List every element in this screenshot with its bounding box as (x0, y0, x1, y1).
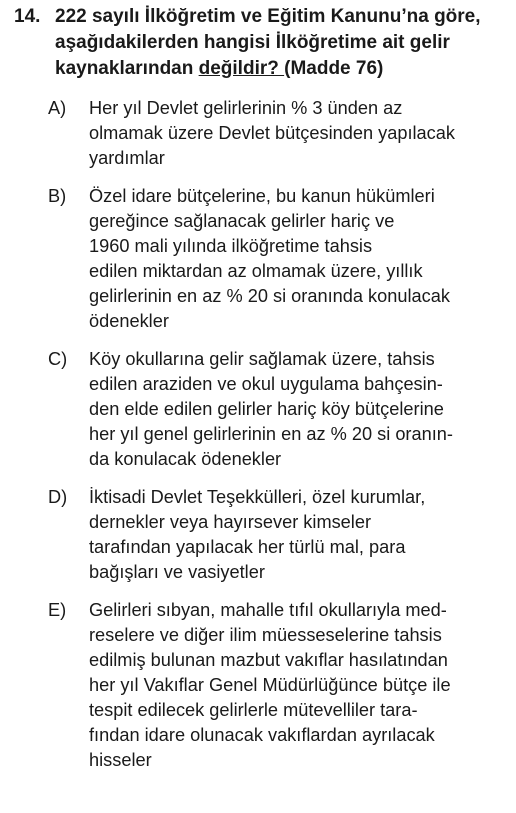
option-text-line: dernekler veya hayırsever kimseler (89, 512, 372, 532)
option-text-line: bağışları ve vasiyetler (89, 562, 265, 582)
option-letter: A) (48, 98, 67, 118)
option-text-line: Gelirleri sıbyan, mahalle tıfıl okullarıyla med- (89, 600, 447, 620)
question-block (14, 4, 510, 786)
option-text-line: Her yıl Devlet gelirlerinin % 3 ünden az (89, 98, 403, 118)
option-text-line: yardımlar (89, 148, 165, 168)
option-text-line: den elde edilen gelirler hariç köy bütçelerine (89, 399, 444, 419)
option-text (89, 485, 510, 585)
question-stem (14, 4, 510, 82)
option-text (89, 184, 510, 334)
option-text-line: Köy okullarına gelir sağlamak üzere, tahsis (89, 349, 435, 369)
option-text-line: tarafından yapılacak her türlü mal, para (89, 537, 406, 557)
option-text-line: da konulacak ödenekler (89, 449, 282, 469)
option-letter: E) (48, 600, 67, 620)
answer-option-e[interactable] (14, 598, 510, 773)
question-article-reference: (Madde 76) (284, 58, 384, 79)
question-text (55, 4, 510, 82)
option-text-line: hisseler (89, 750, 152, 770)
option-text-line: tespit edilecek gelirlerle mütevelliler tara- (89, 700, 418, 720)
option-text-line: 1960 mali yılında ilköğretime tahsis (89, 236, 373, 256)
option-letter: B) (48, 186, 67, 206)
answer-options (14, 96, 510, 773)
option-text-line: olmamak üzere Devlet bütçesinden yapılacak (89, 123, 455, 143)
option-text-line: fından idare olunacak vakıflardan ayrılacak (89, 725, 435, 745)
option-letter: D) (48, 487, 68, 507)
option-text-line: gelirlerinin en az % 20 si oranında konulacak (89, 286, 450, 306)
question-number: 14. (14, 6, 41, 27)
option-text-line: Özel idare bütçelerine, bu kanun hükümleri (89, 186, 435, 206)
option-text (89, 347, 510, 472)
option-text-line: edilen araziden ve okul uygulama bahçesin- (89, 374, 443, 394)
option-text-line: edilen miktardan az olmamak üzere, yıllık (89, 261, 423, 281)
answer-option-a[interactable] (14, 96, 510, 171)
option-text-line: ödenekler (89, 311, 169, 331)
option-text-line: edilmiş bulunan mazbut vakıflar hasılatından (89, 650, 448, 670)
answer-option-d[interactable] (14, 485, 510, 585)
option-text-line: her yıl genel gelirlerinin en az % 20 si oranın- (89, 424, 453, 444)
answer-option-c[interactable] (14, 347, 510, 472)
option-text-line: reselere ve diğer ilim müesseselerine tahsis (89, 625, 442, 645)
answer-option-b[interactable] (14, 184, 510, 334)
option-letter: C) (48, 349, 68, 369)
option-text-line: İktisadi Devlet Teşekkülleri, özel kurumlar, (89, 487, 426, 507)
option-text (89, 598, 510, 773)
question-text-main: 222 sayılı İlköğretim ve Eğitim Kanunu’na göre, aşağıdakilerden hangisi İlköğretime ait gelir kaynaklarından (55, 6, 481, 79)
option-text (89, 96, 510, 171)
question-text-underlined: değildir? (198, 58, 285, 79)
option-text-line: gereğince sağlanacak gelirler hariç ve (89, 211, 395, 231)
option-text-line: her yıl Vakıflar Genel Müdürlüğünce bütçe ile (89, 675, 451, 695)
